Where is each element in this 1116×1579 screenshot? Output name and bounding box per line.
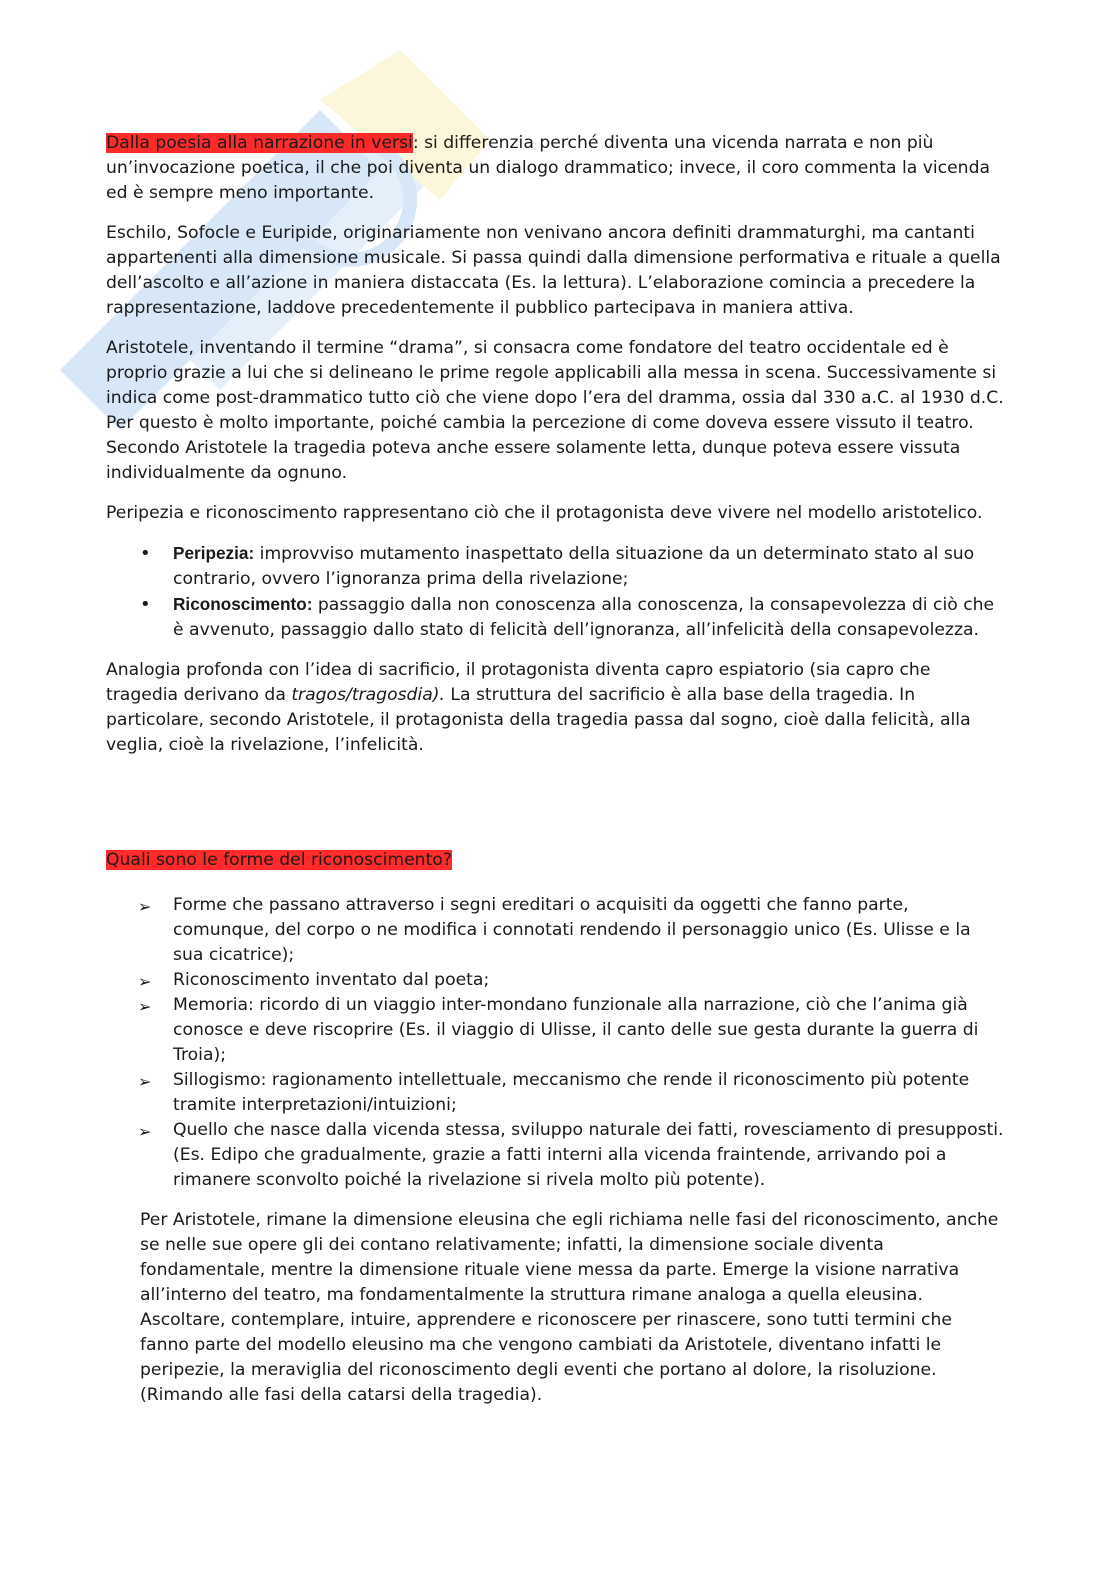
term-label: Peripezia:: [173, 543, 255, 563]
list-item-text: Forme che passano attraverso i segni ereditari o acquisiti da oggetti che fanno parte, comunque, del corpo o ne modifica i connotati rendendo il personaggio unico (Es. Ulisse e la sua cicatrice);: [173, 895, 971, 965]
paragraph-aristotele: Aristotele, inventando il termine “drama”, si consacra come fondatore del teatro occidentale ed è proprio grazie a lui che si delineano le prime regole applicabili alla messa in scena. Successivamente si indica come post-drammatico tutto ciò che viene dopo l’era del dramma, ossia dal 330 a.C. al 1930 d.C. Per questo è molto importante, poiché cambia la percezione di come doveva essere vissuto il teatro. Secondo Aristotele la tragedia poteva anche essere solamente letta, dunque poteva essere vissuta individualmente da ognuno.: [106, 338, 1004, 483]
arrow-bullet-icon: ➢: [138, 1072, 152, 1091]
list-item: [106, 968, 1006, 993]
arrow-bullet-icon: ➢: [138, 897, 152, 916]
arrow-bullet-icon: ➢: [138, 997, 152, 1016]
document-page: [106, 131, 1006, 1423]
paragraph-sacrificio: [106, 658, 1006, 758]
list-item: [106, 1118, 1006, 1193]
paragraph-peripezia: Peripezia e riconoscimento rappresentano ciò che il protagonista deve vivere nel modello aristotelico.: [106, 503, 983, 523]
paragraph-eschilo: Eschilo, Sofocle e Euripide, originariamente non venivano ancora definiti drammaturghi, ma cantanti appartenenti alla dimensione musicale. Si passa quindi dalla dimensione performativa e rituale a quella dell’ascolto e all’azione in maniera distaccata (Es. la lettura). L’elaborazione comincia a precedere la rappresentazione, laddove precedentemente il pubblico partecipava in maniera attiva.: [106, 223, 1001, 318]
italic-term: tragos/tragosdia).: [291, 685, 445, 705]
paragraph-text: : si differenzia perché diventa una vicenda narrata e non più un’invocazione poetica, il che poi diventa un dialogo drammatico; invece, il coro commenta la vicenda ed è sempre meno importante.: [106, 133, 991, 203]
paragraph-text: La struttura del sacrificio è alla base della tragedia. In particolare, secondo Aristotele, il protagonista della tragedia passa dal sogno, cioè dalla felicità, alla veglia, cioè la rivelazione, l’infelicità.: [106, 685, 971, 755]
highlighted-heading: Quali sono le forme del riconoscimento?: [106, 850, 452, 870]
list-item: [106, 993, 1006, 1068]
term-definition: improvviso mutamento inaspettato della situazione da un determinato stato al suo contrario, ovvero l’ignoranza prima della rivelazione;: [173, 544, 975, 589]
paragraph-text: Analogia profonda con l’idea di sacrificio, il protagonista diventa capro espiatorio (sia capro che tragedia derivano da: [106, 660, 931, 705]
list-item-text: Memoria: ricordo di un viaggio inter-mondano funzionale alla narrazione, ciò che l’anima già conosce e deve riscoprire (Es. il viaggio di Ulisse, il canto delle sue gesta durante la guerra di Troia);: [173, 995, 979, 1065]
list-item: [106, 541, 1006, 592]
list-item-text: Sillogismo: ragionamento intellettuale, meccanismo che rende il riconoscimento più potente tramite interpretazioni/intuizioni;: [173, 1070, 970, 1115]
arrow-bullet-icon: ➢: [138, 1122, 152, 1141]
spacer: [106, 773, 1006, 848]
list-item-text: Riconoscimento inventato dal poeta;: [173, 970, 490, 990]
paragraph-intro: [106, 131, 1006, 206]
list-item-text: Quello che nasce dalla vicenda stessa, sviluppo naturale dei fatti, rovesciamento di presupposti. (Es. Edipo che gradualmente, grazie a fatti interni alla vicenda fraintende, arrivando poi a rimanere sconvolto poiché la rivelazione si rivela molto più potente).: [173, 1120, 1004, 1190]
arrow-bullet-icon: ➢: [138, 972, 152, 991]
definition-list: [106, 541, 1006, 643]
recognition-forms-list: [106, 893, 1006, 1193]
paragraph-conclusion: Per Aristotele, rimane la dimensione eleusina che egli richiama nelle fasi del riconoscimento, anche se nelle sue opere gli dei contano relativamente; infatti, la dimensione sociale diventa fondamentale, mentre la dimensione rituale viene messa da parte. Emerge la visione narrativa all’interno del teatro, ma fondamentalmente la struttura rimane analoga a quella eleusina. Ascoltare, contemplare, intuire, apprendere e riconoscere per rinascere, sono tutti termini che fanno parte del modello eleusino ma che vengono cambiati da Aristotele, diventano infatti le peripezie, la meraviglia del riconoscimento degli eventi che portano al dolore, la risoluzione. (Rimando alle fasi della catarsi della tragedia).: [140, 1210, 999, 1405]
list-item: [106, 893, 1006, 968]
highlighted-heading: Dalla poesia alla narrazione in versi: [106, 133, 413, 153]
term-definition: passaggio dalla non conoscenza alla conoscenza, la consapevolezza di ciò che è avvenuto, passaggio dallo stato di felicità dell’ignoranza, all’infelicità della consapevolezza.: [173, 595, 995, 640]
list-item: [106, 592, 1006, 643]
section-heading: [106, 848, 1006, 873]
term-label: Riconoscimento:: [173, 594, 313, 614]
list-item: [106, 1068, 1006, 1118]
